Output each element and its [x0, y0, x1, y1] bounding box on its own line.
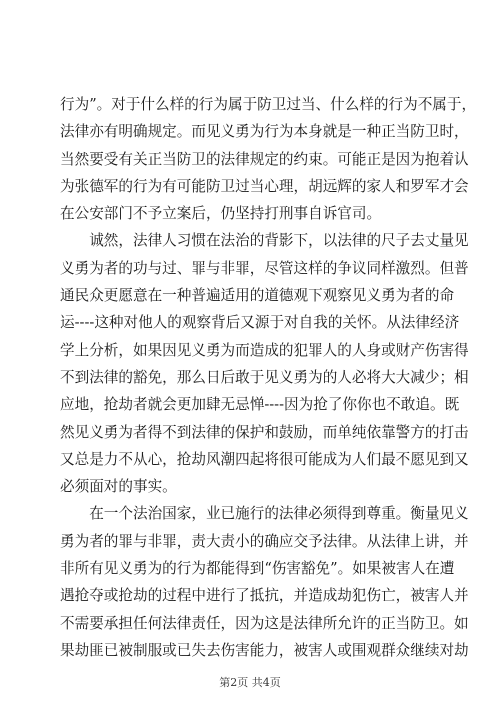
text-line: 遇抢夺或抢劫的过程中进行了抵抗，并造成劫犯伤亡，被害人并 [60, 587, 469, 605]
paragraph-1 [60, 91, 477, 227]
text-line: 然见义勇为者得不到法律的保护和鼓励，而单纯依靠警方的打击 [60, 423, 469, 441]
text-line: 运----这种对他人的观察背后又源于对自我的关怀。从法律经济 [60, 314, 460, 332]
text-line: 通民众更愿意在一种普遍适用的道德观下观察见义勇为者的命 [60, 287, 455, 305]
text-line: 行为”。对于什么样的行为属于防卫过当、什么样的行为不属于， [60, 96, 477, 113]
text-line: 勇为者的罪与非罪，责大责小的确应交予法律。从法律上讲，并 [60, 532, 469, 550]
page-footer: 第2页 共4页 [219, 676, 281, 689]
text-line: 法律亦有明确规定。而见义勇为行为本身就是一种正当防卫时， [60, 123, 469, 141]
text-line: 诚然，法律人习惯在法治的背影下，以法律的尺子去丈量见 [60, 232, 469, 250]
body-text [60, 91, 477, 664]
text-line: 果劫匪已被制服或已失去伤害能力，被害人或围观群众继续对劫 [60, 641, 469, 659]
paragraph-3 [60, 500, 469, 664]
text-line: 为张德军的行为有可能防卫过当心理，胡远辉的家人和罗军才会 [60, 177, 469, 195]
text-line: 应地，抢劫者就会更加肆无忌惮----因为抢了你你也不敢追。既 [60, 396, 460, 414]
text-line: 又总是力不从心，抢劫风潮四起将很可能成为人们最不愿见到又 [60, 450, 469, 468]
paragraph-2 [60, 227, 469, 500]
text-line: 非所有见义勇为的行为都能得到“伤害豁免”。如果被害人在遭 [60, 560, 455, 578]
text-line: 学上分析，如果因见义勇为而造成的犯罪人的人身或财产伤害得 [60, 341, 469, 359]
text-line: 在公安部门不予立案后，仍坚持打刑事自诉官司。 [60, 205, 382, 223]
text-line: 必须面对的事实。 [60, 478, 177, 496]
text-line: 义勇为者的功与过、罪与非罪，尽管这样的争议同样激烈。但普 [60, 259, 469, 277]
text-line: 不到法律的豁免，那么日后敢于见义勇为的人必将大大减少；相 [60, 368, 469, 386]
text-line: 在一个法治国家，业已施行的法律必须得到尊重。衡量见义 [60, 505, 469, 523]
text-line: 不需要承担任何法律责任，因为这是法律所允许的正当防卫。如 [60, 614, 469, 632]
text-line: 当然要受有关正当防卫的法律规定的约束。可能正是因为抱着认 [60, 150, 469, 168]
